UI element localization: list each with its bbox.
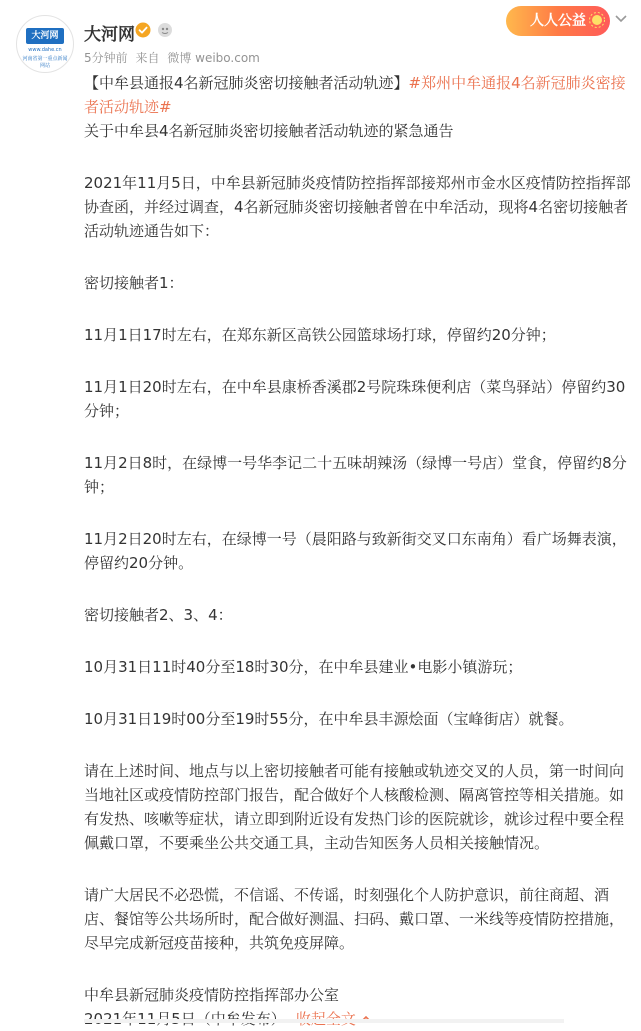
sun-icon — [588, 11, 606, 29]
signature: 中牟县新冠肺炎疫情防控指挥部办公室 — [84, 986, 340, 1004]
contact234-item-1: 10月31日11时40分至18时30分，在中牟县建业•电影小镇游玩； — [84, 658, 523, 676]
contact1-item-2: 11月1日20时左右，在中牟县康桥香溪郡2号院珠珠便利店（菜鸟驿站）停留约30分钟； — [84, 378, 626, 420]
verified-icon[interactable] — [135, 22, 151, 38]
headline-title: 【中牟县通报4名新冠肺炎密切接触者活动轨迹】 — [84, 74, 409, 92]
author-name[interactable]: 大河网 — [84, 25, 135, 45]
post-headline — [84, 71, 632, 119]
post-header — [0, 0, 641, 80]
post-time[interactable]: 5分钟前 — [84, 51, 128, 65]
avatar-logo-url: www.dahe.cn — [28, 47, 62, 53]
post-from-prefix: 来自 — [135, 51, 160, 65]
post-meta — [84, 49, 264, 66]
contact234-item-2: 10月31日19时00分至19时55分，在中牟县丰源烩面（宝峰街店）就餐。 — [84, 710, 574, 728]
notice-intro: 2021年11月5日，中牟县新冠肺炎疫情防控指挥部接郑州市金水区疫情防控指挥部协查函，并经过调查，4名新冠肺炎密切接触者曾在中牟活动，现将4名密切接触者活动轨迹通告如下： — [84, 174, 631, 240]
contact1-item-3: 11月2日8时，在绿博一号华李记二十五味胡辣汤（绿博一号店）堂食，停留约8分钟； — [84, 454, 627, 496]
welfare-badge-label: 人人公益 — [530, 13, 586, 29]
post-source: 微博 weibo.com — [167, 51, 260, 65]
avatar-logo-slogan: 河南省第一重点新闻网站 — [22, 56, 68, 69]
avatar-logo-text: 大河网 — [31, 31, 59, 41]
post-body — [84, 71, 632, 1031]
contact1-label: 密切接触者1： — [84, 274, 184, 292]
advice-paragraph-2: 请广大居民不必恐慌，不信谣、不传谣，时刻强化个人防护意识，前往商超、酒店、餐馆等公共场所时，配合做好测温、扫码、戴口罩、一米线等疫情防控措施，尽早完成新冠疫苗接种，共筑免疫屏障。 — [84, 886, 625, 952]
topic-hashtag-link[interactable]: #郑州中牟通报4名新冠肺炎密接者活动轨迹# — [84, 74, 626, 116]
avatar[interactable] — [16, 15, 74, 73]
contact1-item-4: 11月2日20时左右，在绿博一号（晨阳路与致新街交叉口东南角）看广场舞表演，停留约20分钟。 — [84, 530, 627, 572]
contact234-label: 密切接触者2、3、4： — [84, 606, 233, 624]
contact1-item-1: 11月1日17时左右，在郑东新区高铁公园篮球场打球，停留约20分钟； — [84, 326, 556, 344]
notice-subtitle: 关于中牟县4名新冠肺炎密切接触者活动轨迹的紧急通告 — [84, 122, 454, 140]
chevron-down-icon[interactable] — [614, 14, 628, 24]
divider — [84, 1019, 564, 1023]
welfare-badge[interactable] — [506, 6, 610, 36]
member-badge-icon[interactable] — [157, 22, 173, 38]
advice-paragraph-1: 请在上述时间、地点与以上密切接触者可能有接触或轨迹交叉的人员，第一时间向当地社区或疫情防控部门报告，配合做好个人核酸检测、隔离管控等相关措施。如有发热、咳嗽等症状，请立即到附近设有发热门诊的医院就诊，就诊过程中要全程佩戴口罩，不要乘坐公共交通工具，主动告知医务人员相关接触情况。 — [84, 762, 625, 852]
